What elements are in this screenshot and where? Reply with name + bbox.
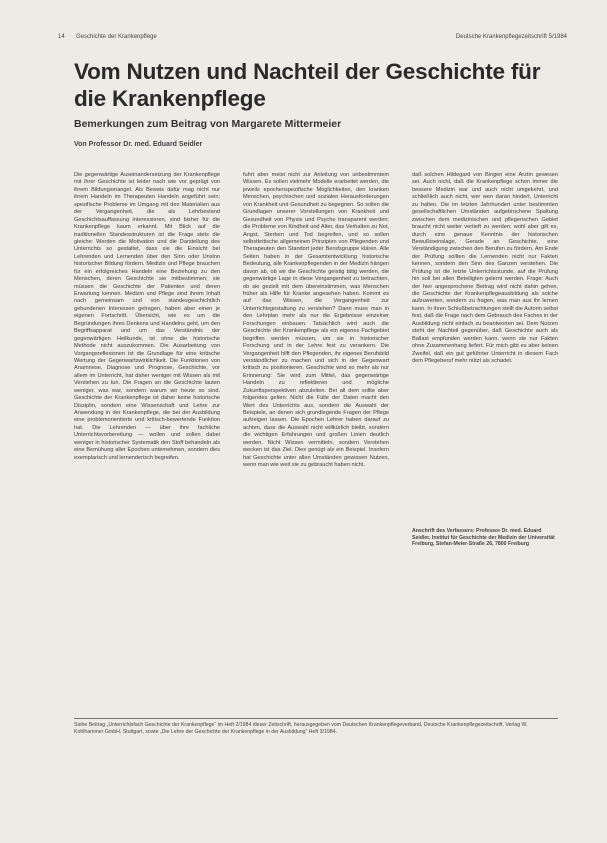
text-column-2 <box>243 172 389 712</box>
article-title: Vom Nutzen und Nachteil der Geschichte für die Krankenpflege <box>74 59 541 111</box>
footer-divider <box>74 718 558 719</box>
page-number: 14 <box>58 34 65 40</box>
running-header <box>58 34 567 46</box>
source-footnote: Siehe Beitrag „Unterrichtsfach Geschichte der Krankenpflege“ im Heft 2/1984 dieser Zeitschrift, herausgegeben vom Deutschen Krankenpflegeverband, Deutsche Krankenpflegezeitschrift, Verlag W. Kohlhammer GmbH, Stuttgart, sowie „Die Lehre der Geschichte der Krankenpflege in der Ausbildung“ Heft 3/1984. <box>74 722 528 735</box>
article-subtitle: Bemerkungen zum Beitrag von Margarete Mittermeier <box>74 118 342 130</box>
column-3-text: daß solchen Hildegard von Bingen eine Ärztin gewesen sei. Auch nicht, daß die Krankenpflege schon immer die bessere Medizin war und auch nicht umgekehrt, und schließlich auch nicht, wer wen daran hindert, Unterricht zu halten. Die im letzten Jahrhundert unter bestimmten gesellschaftlichen Umständen aufgebrochene Spaltung zwischen dem medizinischen und pflegerischen Gebiet braucht nicht weiter vertieft zu werden; wohl aber gilt es, durch eine genaue Kenntnis der historischen Bewußtseinslage, Gerade an Geschichte, eine Verständigung zwischen den Berufen zu fördern. Am Ende der Prüfung sollten die Lernenden nicht nur Fakten kennen, sondern den Sinn des Ganzen verstehen. Die Prüfung ist die letzte Unterrichtsstunde, auf die Prüfung hin soll bei allen Beteiligten gelernt werden. Frage: Auch der hier angesprochene Beitrag wird nicht dahin gehen, die Geschichte der Krankenpflegeausbildung als solche aufzuwerten, sondern zu fragen, was man aus ihr lernen kann. In ihren Schlußbetrachtungen stellt die Autorin selbst fest, daß die Frage nach dem Gebrauch des Faches in der Ausbildung nicht einfach zu beantworten sei. Dem Nutzen steht der Nachteil gegenüber, daß Geschichte auch als Ballast empfunden werden kann, wenn sie nur Fakten ohne Zusammenhang liefert. Für mich gibt es aber keinen Zweifel, daß ein gut geführter Unterricht in diesem Fach dem Pflegeberuf mehr nützt als schadet. <box>412 172 558 364</box>
text-column-1 <box>74 172 220 712</box>
column-1-text: Die gegenwärtige Auseinandersetzung der Krankenpflege mit ihrer Geschichte ist leider nach wie vor geprägt von ihrem Bildungsmangel. Als Beweis dafür mag nicht nur ihrem Handeln im Therapeuten Handeln angeführt sein; spezifische Probleme im Umgang mit den Materialien aus der Vergangenheit, die als Lehrbestand Geschichtsauffassung interessieren, sind bisher für die Krankenpflege kaum erkannt. Mit Blick auf die traditionellen Standesstrukturen ist die Frage stets die gleiche: Werden die Motivation und die Darstellung des Unterrichts so gestaltet, dass sie die Einsicht bei Lehrenden und Lernenden über den Sinn oder Unsinn historischer Bildung fördern. Medizin und Pflege brauchen für ein erfolgreiches Handeln eine Beziehung zu den Menschen, deren Geschichte sie mitbestimmen; sie müssen die Geschichte der Patienten und deren Erwartung kennen. Medizin und Pflege sind ihrem Inhalt nach gemeinsam und von standesgeschichtlich gebundenen Interessen getragen, haben aber einen je eigenen Fortschritt. Übersicht, wie es um die Begründungen ihres Denkens und Handelns geht, um den Begriffsapparat und um das Verständnis der gegenwärtigen Heilkunde, ist ohne die historische Methode nicht auszukommen. Die Ausarbeitung von Vorgangsreflexionen ist die Grundlage für eine kritische Wertung der Gegenwartswirklichkeit. Die Funktionen von Anamnese, Diagnose und Prognose, Geschichte, vor allem im Unterricht, hat daher weniger mit Wissen als mit Verstehen zu tun. Die Fragen an die Geschichte lauten weniger, was war, sondern warum wir heute so sind. Geschichte der Krankenpflege ist daher keine historische Disziplin, sondern eine Wissenschaft und Lehre zur Anwendung in der Krankenpflege, die bei der Ausbildung eine problemorientierte und kritisch-bewertende Funktion hat. Die Lehrenden — über ihre fachliche Unterrichtsvorbereitung — wollen und sollen dabei weniger in historischer Systematik den Stoff behandeln als eine Bemühung aller Epochen unternehmen, sondern dies exemplarisch und lernenderisch begreifen. <box>74 172 220 461</box>
column-2-text: fuhrt aber meist nicht zur Anleitung von unbestimmtem Wissen. Es sollen vielmehr Modelle erarbeitet werden, die jeweils epochenspezifische Möglichkeiten, den kranken Menschen, psychischen und sozialen Herausforderungen von Krankheit und Gesundheit zu begegnen. So sollen die Grundlagen unserer Vorstellungen von Krankheit und Gesundheit von Physis und Psyche transparent werden; die Probleme von Kindheit und Alter, das Verhalten zu Not, Angst, Sterben und Tod begreifen, und so sollen selbstkritische allgemeinen Prinzipien von Pflegenden und Therapeuten den Standort jeder Berufsgruppe klären. Alle Seiten haben in der Gesamtentwicklung historische Bedeutung, alle Krankenpflegenden in der Medizin hängen davon ab, ob wir die Geschichte geistig tätig werden, die gegenwärtige Lage in diese Vergangenheit zu betrachten, ob sie gezielt mit dem übereinstimmen, was Menschen früher als Hilfe für Kranke angesehen haben. Kommt es auf das Wissen, die Vergangenheit zur Unterrichtsgestaltung zu verstehen? Dann muss man in den Lehrplan mehr als nur die Ergebnisse einzelner Forschungen einbauen. Tatsächlich wird auch die Geschichte der Krankenpflege als ein eigenes Fachgebiet begriffen werden müssen, um sie in historischer Forschung und in der Lehre fest zu verankern. Die Vergangenheit hilft den Pflegenden, ihr eigenes Berufsbild verständlicher zu machen und sich in der Gegenwart kritisch zu positionieren. Geschichte wird so mehr als nur Erinnerung: Sie wird zum Mittel, das gegenwärtige Handeln zu reflektieren und mögliche Zukunftsperspektiven abzuleiten. Bei all dem sollte aber folgendes gelten: Nicht die Fülle der Daten macht den Wert des Unterrichts aus, sondern die Auswahl der Beispiele, an denen sich grundlegende Fragen der Pflege aufzeigen lassen. Die Epochen Lehrer haben darauf zu achten, dass die Auswahl nicht willkürlich bleibt, sondern die wichtigen Erfahrungen und großen Linien deutlich werden. Nicht Wissen vermitteln, sondern Verstehen wecken ist das Ziel. Dies genügt als ein Beispiel. Insofern hat Geschichte unter allen Umständen gewissen Nutzen, wenn man wie weit sie zu gebraucht haben nicht. <box>243 172 389 469</box>
running-header-left: Geschichte der Krankenpflege <box>76 34 157 40</box>
running-header-right: Deutsche Krankenpflegezeitschrift 5/1984 <box>455 34 567 40</box>
text-column-3 <box>412 172 558 525</box>
author-address-note: Anschrift des Verfassers: Professor Dr. med. Eduard Seidler, Institut für Geschichte der Medizin der Universität Freiburg, Stefan-Meier-Straße 26, 7800 Freiburg <box>412 528 555 548</box>
article-author: Von Professor Dr. med. Eduard Seidler <box>74 141 203 148</box>
